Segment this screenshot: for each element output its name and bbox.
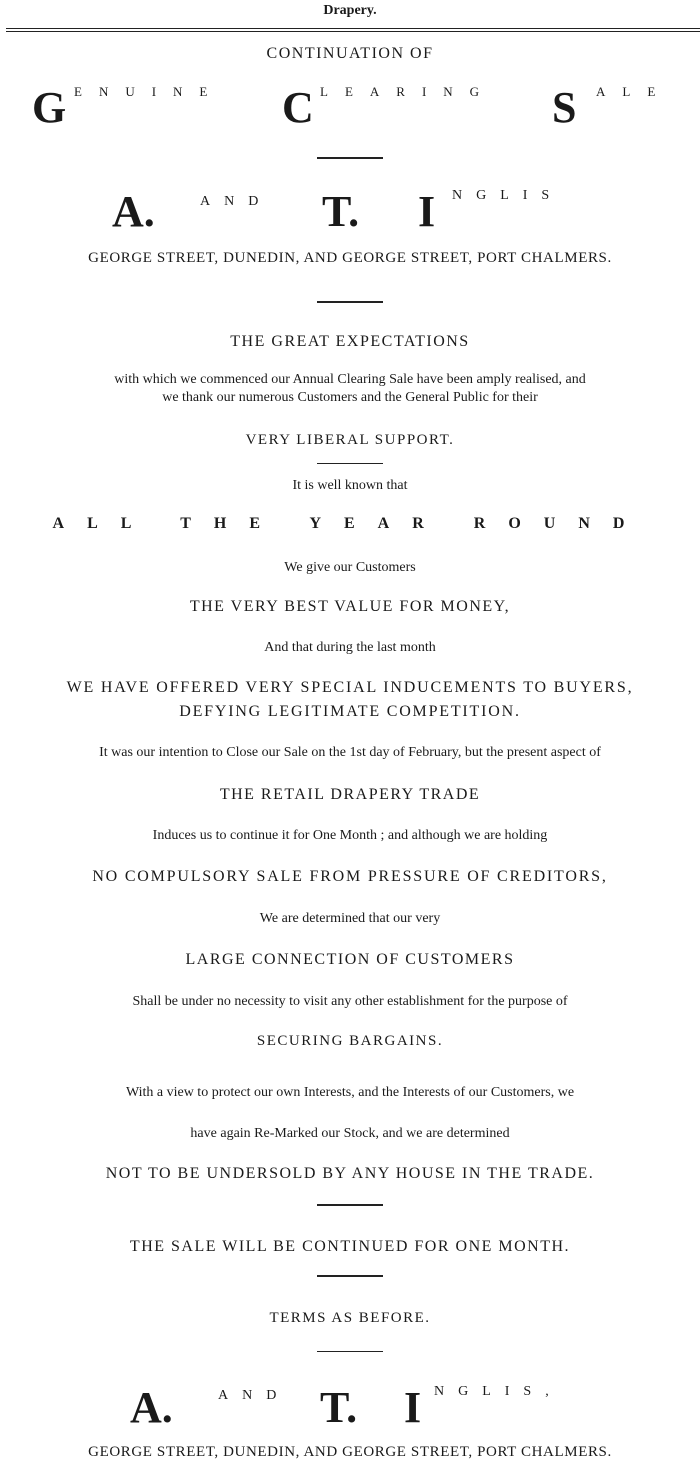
commenced-line-2: we thank our numerous Customers and the General Public for their <box>162 390 538 405</box>
necessity: Shall be under no necessity to visit any other establishment for the purpose of <box>132 994 568 1009</box>
large-connection: LARGE CONNECTION OF CUSTOMERS <box>185 951 515 968</box>
firm-and: AND <box>218 1388 291 1403</box>
title-rest-learing: LEARING <box>320 84 497 99</box>
firm-and: AND <box>200 194 273 209</box>
firm-initial-a: A. <box>130 1383 173 1432</box>
retail-trade: THE RETAIL DRAPERY TRADE <box>219 786 481 803</box>
great-expectations: THE GREAT EXPECTATIONS <box>230 333 470 350</box>
address-bottom: GEORGE STREET, DUNEDIN, AND GEORGE STREET, PORT CHALMERS. <box>88 1444 612 1460</box>
section-header: Drapery. <box>323 3 377 18</box>
induces: Induces us to continue it for One Month ; and although we are holding <box>152 828 548 843</box>
sale-continued: THE SALE WILL BE CONTINUED FOR ONE MONTH. <box>129 1238 571 1255</box>
title-rest-enuine: ENUINE <box>74 84 225 99</box>
terms: TERMS AS BEFORE. <box>269 1310 431 1326</box>
firm-initial-i: I <box>418 187 436 236</box>
view-line-2: have again Re-Marked our Stock, and we are determined <box>190 1126 510 1141</box>
sale-title <box>0 78 700 132</box>
best-value: THE VERY BEST VALUE FOR MONEY, <box>189 598 511 615</box>
divider-rule <box>317 1275 383 1277</box>
header-rule-double <box>6 31 700 32</box>
determined: We are determined that our very <box>259 911 441 926</box>
liberal-support: VERY LIBERAL SUPPORT. <box>245 432 455 448</box>
short-rule <box>317 463 383 464</box>
commenced-line-1: with which we commenced our Annual Clearing Sale have been amply realised, and <box>114 372 586 387</box>
intention: It was our intention to Close our Sale on the 1st day of February, but the present aspect of <box>99 745 601 760</box>
securing-bargains: SECURING BARGAINS. <box>256 1033 444 1049</box>
short-rule <box>317 1351 383 1352</box>
divider-rule <box>317 301 383 303</box>
offered-line-1: WE HAVE OFFERED VERY SPECIAL INDUCEMENTS TO BUYERS, <box>66 679 634 696</box>
divider-rule <box>317 157 383 159</box>
firm-inglis: NGLIS <box>452 188 564 203</box>
well-known: It is well known that <box>292 478 408 493</box>
firm-initial-t: T. <box>320 1383 358 1432</box>
divider-rule <box>317 1204 383 1206</box>
view-line-1: With a view to protect our own Interests, and the Interests of our Customers, we <box>125 1085 575 1100</box>
firm-initial-i: I <box>404 1383 422 1432</box>
we-give: We give our Customers <box>284 560 416 575</box>
last-month: And that during the last month <box>264 640 436 655</box>
firm-name-top <box>0 186 700 246</box>
firm-initial-a: A. <box>112 187 155 236</box>
offered-line-2: DEFYING LEGITIMATE COMPETITION. <box>179 703 521 720</box>
intro-line: CONTINUATION OF <box>266 45 434 62</box>
firm-name-bottom <box>0 1382 700 1442</box>
title-rest-ale: ALE <box>596 84 673 99</box>
title-initial-c: C <box>282 83 314 132</box>
address-top: GEORGE STREET, DUNEDIN, AND GEORGE STREET, PORT CHALMERS. <box>88 250 612 266</box>
not-undersold: NOT TO BE UNDERSOLD BY ANY HOUSE IN THE TRADE. <box>105 1165 595 1182</box>
no-compulsory-sale: NO COMPULSORY SALE FROM PRESSURE OF CREDITORS, <box>92 868 608 885</box>
title-initial-g: G <box>32 83 67 132</box>
firm-inglis: NGLIS, <box>434 1384 563 1399</box>
header-rule <box>6 28 700 29</box>
firm-initial-t: T. <box>322 187 360 236</box>
all-the-year-round: ALL THE YEAR ROUND <box>52 515 648 532</box>
title-initial-s: S <box>552 83 577 132</box>
